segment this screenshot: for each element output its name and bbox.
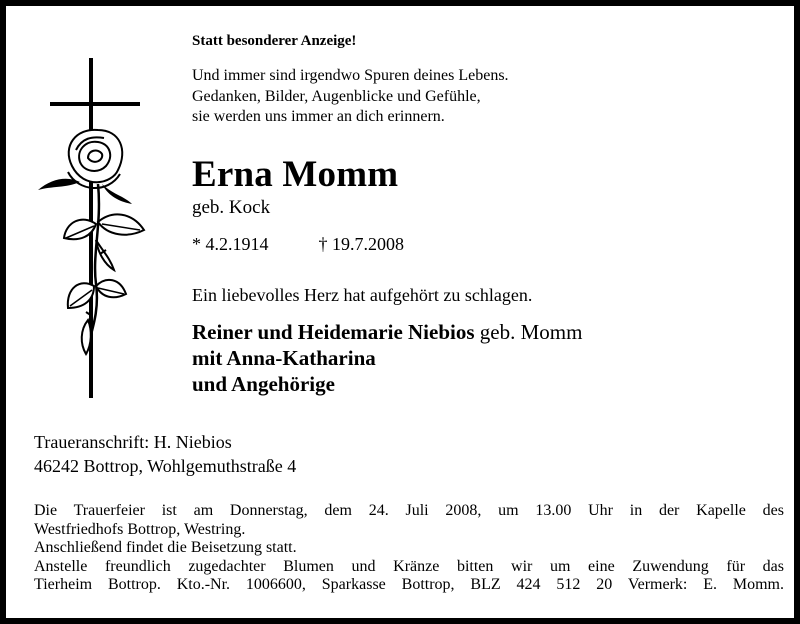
poem-line: sie werden uns immer an dich erinnern. <box>192 108 445 125</box>
mourners-block <box>192 319 582 397</box>
notice-line: Anschließend findet die Beisetzung statt. <box>34 539 297 556</box>
death-date: † 19.7.2008 <box>318 234 404 254</box>
funeral-notice <box>34 502 784 595</box>
birth-date: * 4.2.1914 <box>192 234 269 254</box>
announcement-header: Statt besonderer Anzeige! <box>192 33 357 49</box>
deceased-name: Erna Momm <box>192 154 399 195</box>
birth-name: geb. Kock <box>192 197 271 218</box>
notice-line: Tierheim Bottrop. Kto.-Nr. 1006600, Sparkasse Bottrop, BLZ 424 512 20 Vermerk: E. Momm. <box>34 576 784 593</box>
mourners-line: mit Anna-Katharina <box>192 346 376 370</box>
notice-line: Westfriedhofs Bottrop, Westring. <box>34 520 246 538</box>
mourners-line <box>192 319 582 345</box>
notice-line: Anstelle freundlich zugedachter Blumen und Kränze bitten wir um eine Zuwendung für das <box>34 557 784 575</box>
life-dates <box>192 234 404 255</box>
notice-line: Die Trauerfeier ist am Donnerstag, dem 24. Juli 2008, um 13.00 Uhr in der Kapelle des <box>34 502 784 519</box>
mourners-names: Reiner und Heidemarie Niebios <box>192 320 475 344</box>
poem-line: Gedanken, Bilder, Augenblicke und Gefühle, <box>192 87 481 105</box>
poem-line: Und immer sind irgendwo Spuren deines Lebens. <box>192 67 509 84</box>
cross-with-rose-icon <box>32 54 152 404</box>
mourners-birth-name: geb. Momm <box>474 320 583 344</box>
mourning-address <box>34 430 296 478</box>
address-line: Traueranschrift: H. Niebios <box>34 432 232 452</box>
poem <box>192 66 509 128</box>
mourners-line: und Angehörige <box>192 372 335 396</box>
address-line: 46242 Bottrop, Wohlgemuthstraße 4 <box>34 456 297 476</box>
memorial-quote: Ein liebevolles Herz hat aufgehört zu schlagen. <box>192 285 533 305</box>
